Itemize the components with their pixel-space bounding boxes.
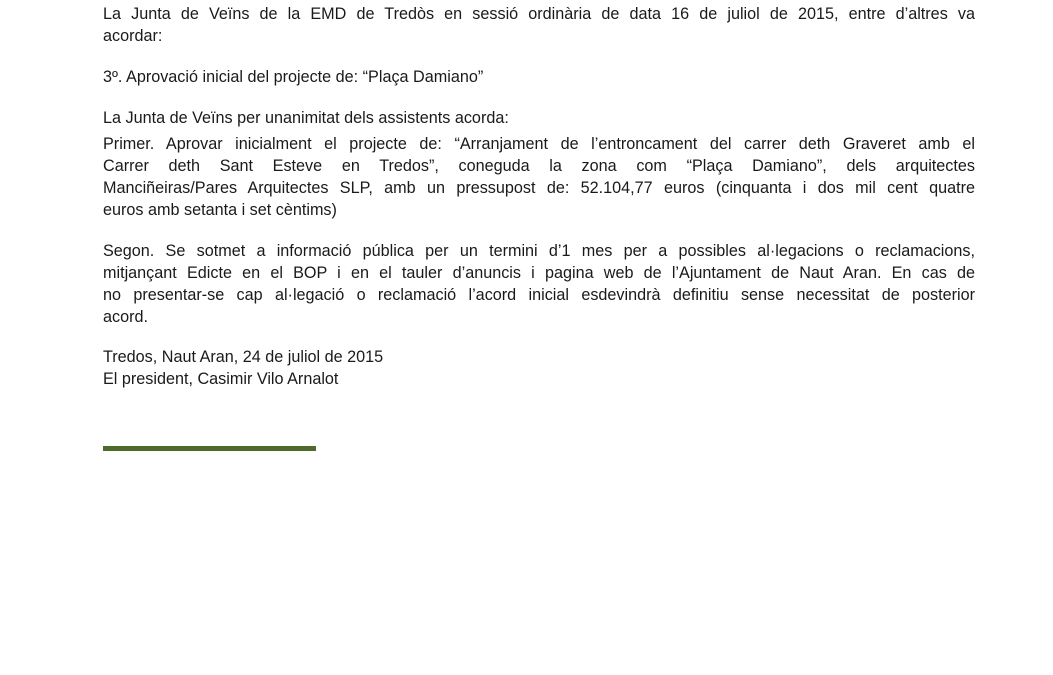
first-resolution-line-3: Manciñeiras/Pares Arquitectes SLP, amb un pressupost de: 52.104,77 euros (cinquanta i dos mil cent quatre	[103, 179, 975, 197]
unanimity-statement: La Junta de Veïns per unanimitat dels assistents acorda:	[103, 109, 509, 127]
place-and-date: Tredos, Naut Aran, 24 de juliol de 2015	[103, 348, 384, 366]
second-resolution-line-3: no presentar-se cap al·legació o reclamació l’acord inicial esdevindrà definitiu sense necessitat de posterior	[103, 286, 975, 304]
first-resolution-line-1: Primer. Aprovar inicialment el projecte de: “Arranjament de l’entroncament del carrer deth Graveret amb el	[103, 135, 975, 153]
first-resolution-line-2: Carrer deth Sant Esteve en Tredos”, coneguda la zona com “Plaça Damiano”, dels arquitectes	[103, 157, 975, 175]
signatory: El president, Casimir Vilo Arnalot	[103, 370, 339, 388]
first-resolution-line-4: euros amb setanta i set cèntims)	[103, 201, 337, 219]
intro-line-2: acordar:	[103, 27, 163, 45]
signature-rule	[103, 446, 316, 451]
intro-line-1: La Junta de Veïns de la EMD de Tredòs en sessió ordinària de data 16 de juliol de 2015, entre d’altres va	[103, 5, 975, 23]
second-resolution-line-4: acord.	[103, 308, 148, 326]
agenda-item: 3º. Aprovació inicial del projecte de: “Plaça Damiano”	[103, 68, 484, 86]
second-resolution-line-2: mitjançant Edicte en el BOP i en el tauler d’anuncis i pagina web de l’Ajuntament de Naut Aran. En cas de	[103, 264, 975, 282]
second-resolution-line-1: Segon. Se sotmet a informació pública per un termini d’1 mes per a possibles al·legacions o reclamacions,	[103, 242, 975, 260]
